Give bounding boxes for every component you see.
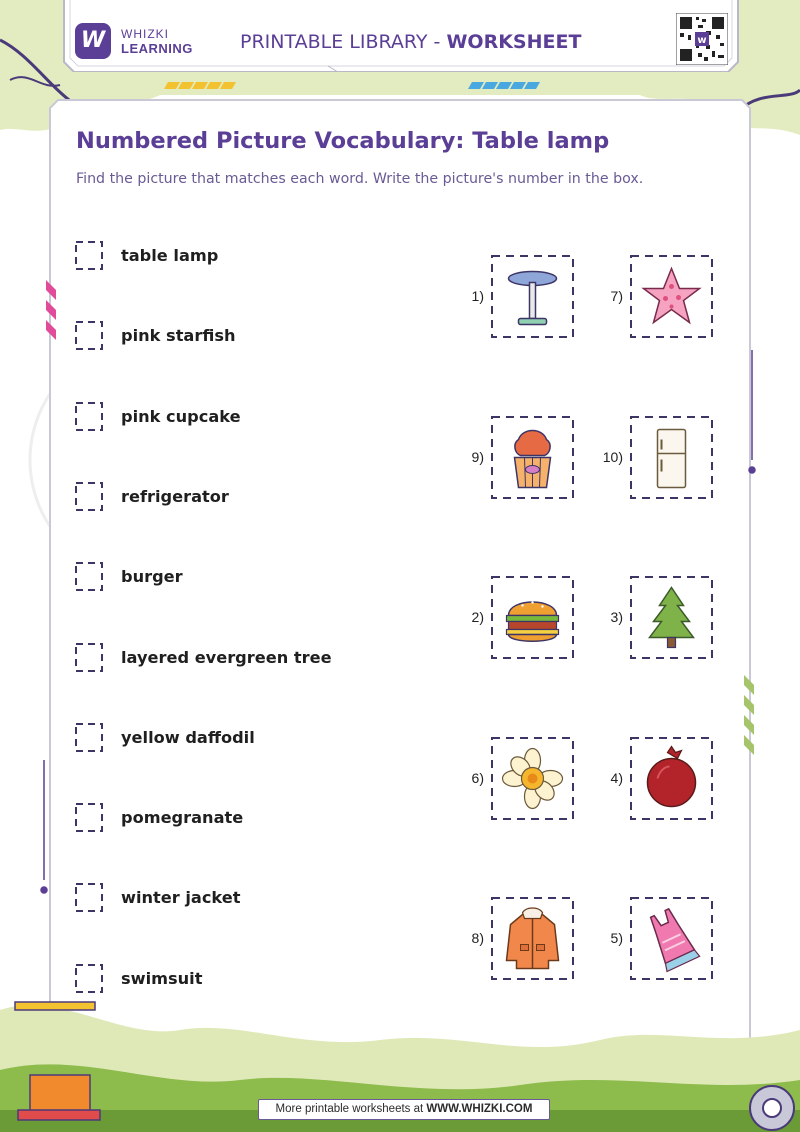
yellow-daffodil-icon (491, 737, 574, 820)
answer-box[interactable] (75, 723, 103, 752)
word-label: refrigerator (121, 486, 229, 506)
brand-logo: W (75, 23, 111, 59)
picture-number: 2) (471, 609, 484, 625)
picture-number: 5) (610, 930, 623, 946)
worksheet-title: Numbered Picture Vocabulary: Table lamp (76, 128, 610, 154)
worksheet-instructions: Find the picture that matches each word. Write the picture's number in the box. (76, 171, 644, 187)
qr-code-icon[interactable] (676, 13, 728, 65)
answer-box[interactable] (75, 402, 103, 431)
swimsuit-icon (630, 897, 713, 980)
picture-number: 1) (471, 288, 484, 304)
brand-name-line1: WHIZKI (121, 27, 169, 41)
pink-cupcake-icon (491, 416, 574, 499)
answer-box[interactable] (75, 643, 103, 672)
answer-box[interactable] (75, 964, 103, 993)
picture-number: 6) (471, 770, 484, 786)
picture-number: 7) (610, 288, 623, 304)
picture-number: 3) (610, 609, 623, 625)
footer-banner[interactable]: More printable worksheets at WWW.WHIZKI.COM (258, 1099, 550, 1120)
word-label: yellow daffodil (121, 727, 255, 747)
table-lamp-icon (491, 255, 574, 338)
word-label: burger (121, 567, 183, 587)
word-label: swimsuit (121, 968, 203, 988)
brand-name-line2: LEARNING (121, 41, 193, 56)
picture-number: 10) (602, 449, 623, 465)
picture-number: 8) (471, 930, 484, 946)
word-label: table lamp (121, 246, 219, 265)
header-title: PRINTABLE LIBRARY - WORKSHEET (240, 31, 582, 53)
answer-box[interactable] (75, 241, 103, 270)
answer-box[interactable] (75, 803, 103, 832)
evergreen-tree-icon (630, 576, 713, 659)
word-label: layered evergreen tree (121, 647, 332, 667)
picture-number: 9) (471, 449, 484, 465)
answer-box[interactable] (75, 883, 103, 912)
burger-icon (491, 576, 574, 659)
word-label: winter jacket (121, 888, 241, 908)
svg-text:w: w (697, 35, 707, 46)
answer-box[interactable] (75, 321, 103, 350)
pomegranate-icon (630, 737, 713, 820)
word-label: pomegranate (121, 808, 244, 828)
picture-number: 4) (610, 770, 623, 786)
answer-box[interactable] (75, 482, 103, 511)
answer-box[interactable] (75, 562, 103, 591)
pink-starfish-icon (630, 255, 713, 338)
winter-jacket-icon (491, 897, 574, 980)
word-label: pink starfish (121, 326, 236, 346)
refrigerator-icon (630, 416, 713, 499)
word-label: pink cupcake (121, 406, 241, 426)
